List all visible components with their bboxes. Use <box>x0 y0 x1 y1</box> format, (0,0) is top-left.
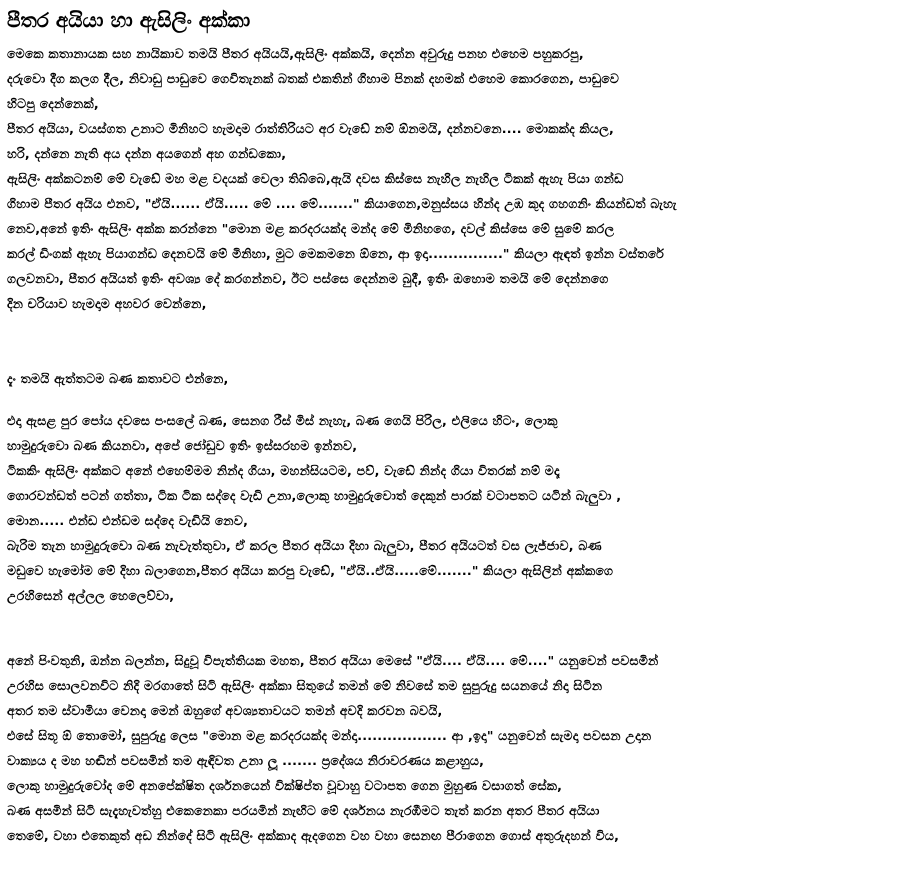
paragraph-line: උරහිස සොලවනවිට නිදි මරගාතේ සිටි ඇසිලිං අක්කා සිතුයේ තමන් මේ නිවසේ තම සුපුරුදු සයනයේ නිදා සිටින <box>7 678 603 693</box>
paragraph-line: නෙව,අනේ ඉතිං ඇසිලිං අක්ක කරන්නෙ "මොන මළ කරදරයක්ද මන්ද මේ මිනිහගෙ, දවල් කිස්සෙ මේ සුමේ කරල <box>7 221 615 236</box>
paragraph-line: දැං තමයි ඇත්තටම බණ කතාවට එන්නෙ, <box>7 371 229 386</box>
paragraph-line: මොන..... එන්ඩ එන්ඩම සද්දෙ වැඩියි නෙව, <box>7 513 249 528</box>
paragraph-line: ලොකු හාමුදුරුවෝද මේ අනපේක්ෂිත දර්ශනයෙන් වික්ෂිප්ත වූවාහු වටාපත ගෙන මුහුණ වසාගත් සේක, <box>7 778 563 793</box>
paragraph-line: දින චරියාව හැමදාම අහවර වෙන්නෙ, <box>7 296 207 311</box>
paragraph-line: ගොරවන්ඩත් පටන් ගත්තා, ටික ටික සද්දෙ වැඩි උනා,ලොකු හාමුදුරුවොත් දෙකුන් පාරක් වටාපතට යටින් බැලුවා , <box>7 488 622 503</box>
paragraph-line: අතර තම ස්වාමියා වෙනදා මෙන් ඔහුගේ අවශ්‍යතාවයට තමන් අවදි කරවන බවයි, <box>7 703 443 718</box>
document-title: පීතර අයියා හා ඇසිලිං අක්කා <box>7 8 251 32</box>
paragraph-line: එසේ සිතූ ඕ තොමෝ, සුපුරුදු ලෙස "මොන මළ කරදරයක්ද මන්දා.................. ආ ,ඉදා" යනුවෙන් සැමදා පවසන උදාන <box>7 728 652 743</box>
paragraph-line: මෙකෙ කතානායක සහ නායිකාව තමයි පීතර අයියයි,ඇසිලිං අක්කයි, දෙන්න අවුරුදු පනහ එහෙම පහුකරපු, <box>7 46 584 61</box>
paragraph-line: හරි, දන්නෙ නැති අය දන්න අයගෙන් අහ ගන්ඩකො, <box>7 146 287 161</box>
paragraph-line: උරහිසෙන් අල්ලල හෙලෙව්වා, <box>7 588 175 603</box>
paragraph-line: එදා ඇසළ පුර පෝය දවසෙ පංසලේ බණ, සෙනග රීස් මිස් නැහැ, බණ ගෙයි පිරිල, එලියෙ හිටං, ලොකු <box>7 413 558 428</box>
paragraph-line: හාමුදුරුවො බණ කියනවා, අපේ ජෝඩුව ඉතිං ඉස්සරහම ඉන්නව, <box>7 438 358 453</box>
paragraph-line: ගිහාම පීතර අයිය එනව, "ඒයි...... ඒයි..... මේ .... මේ......." කියාගෙන,මනුස්සය හින්ද උඹ කුද ගහගනිං කියන්ඩත් බැහැ <box>7 196 677 211</box>
paragraph-line: ගලවනවා, පීතර අයියත් ඉතිං අවශ්‍ය දේ කරගන්නව, ඊට පස්සෙ දෙන්නම බුදී, ඉතිං ඔහොම තමයි මේ දෙන්නගෙ <box>7 271 609 286</box>
paragraph-line: තෙමේ, වහා එතෙකුත් අඩ නින්දේ සිටි ඇසිලිං අක්කාද ඇදගෙන වහ වහා සෙනඟ පීරාගෙන ගොස් අතුරුදහන් විය, <box>7 828 620 843</box>
paragraph-line: බණ අසමින් සිටි සැදැහැවත්හු එකෙනෙකා පරයමින් නැඟිට මේ දර්ශනය නැරඹීමට තැත් කරන අතර පීතර අයියා <box>7 803 600 818</box>
paragraph-line: වාක්‍යය ද මහ හඬින් පවසමින් තම ඇඳිවත උනා ලූ ....... ප්‍රදේශය නිරාවරණය කළාහුය, <box>7 753 485 768</box>
paragraph-line: හිටපු දෙන්නෙක්, <box>7 96 99 111</box>
paragraph-line: දරුවො දීග කලග දීල, නිවාඩු පාඩුවෙ ගෙවිතැනක් බතක් එකතින් ගිහාම පිනක් දහමක් එහෙම කොරගෙන, පාඩුවෙ <box>7 71 620 86</box>
paragraph-line: මඩුවෙ හැමෝම මේ දිහා බලාගෙන,පීතර අයියා කරපු වැඩේ, "ඒයි..ඒයි.....මේ......." කියලා ඇසිලින් අක්කගෙ <box>7 563 614 578</box>
paragraph-line: කරල් ඩිංගක් ඇහැ පියාගන්ඩ දෙනවයි මේ මිනිහා, මුට මෙකමනෙ ඕනෙ, ආ ඉදා..............." කියලා ඇඳත් ඉන්න වස්තරේ <box>7 246 665 261</box>
paragraph-line: අනේ පිංවතුනි, ඔන්න බලන්න, සිදුවූ විපැත්තියක මහත, පීතර අයියා මෙසේ "ඒයි.... ඒයි.... මේ...." යනුවෙන් පවසමින් <box>7 653 659 668</box>
paragraph-line: ටිකකිං ඇසිලිං අක්කට අනේ එහෙම්මම නින්ද ගියා, මහන්සියටම, පව්, වැඩේ නින්ද ගියා විතරක් නම් මදෑ <box>7 463 560 478</box>
paragraph-line: පීතර අයියා, වයස්ගත උනාට මිනිහට හැමදාම රාත්තිරියට අර වැඩේ නම් ඕනමයි, දන්නවනෙ.... මොකක්ද කියල, <box>7 121 614 136</box>
paragraph-line: ඇසිලිං අක්කටනම් මේ වැඩේ මහ මළ වදයක් වෙලා තිබ්බෙ,ඇයි දවස කිස්සෙ නැහිල නැහිල ටිකක් ඇහැ පියා ගන්ඩ <box>7 171 624 186</box>
paragraph-line: බැරිම තැන හාමුදුරුවො බණ නැවැත්තුවා, ඒ කරල පීතර අයියා දිහා බැලුවා, පීතර අයියටත් වස ලැජ්ජාව, බණ <box>7 538 602 553</box>
